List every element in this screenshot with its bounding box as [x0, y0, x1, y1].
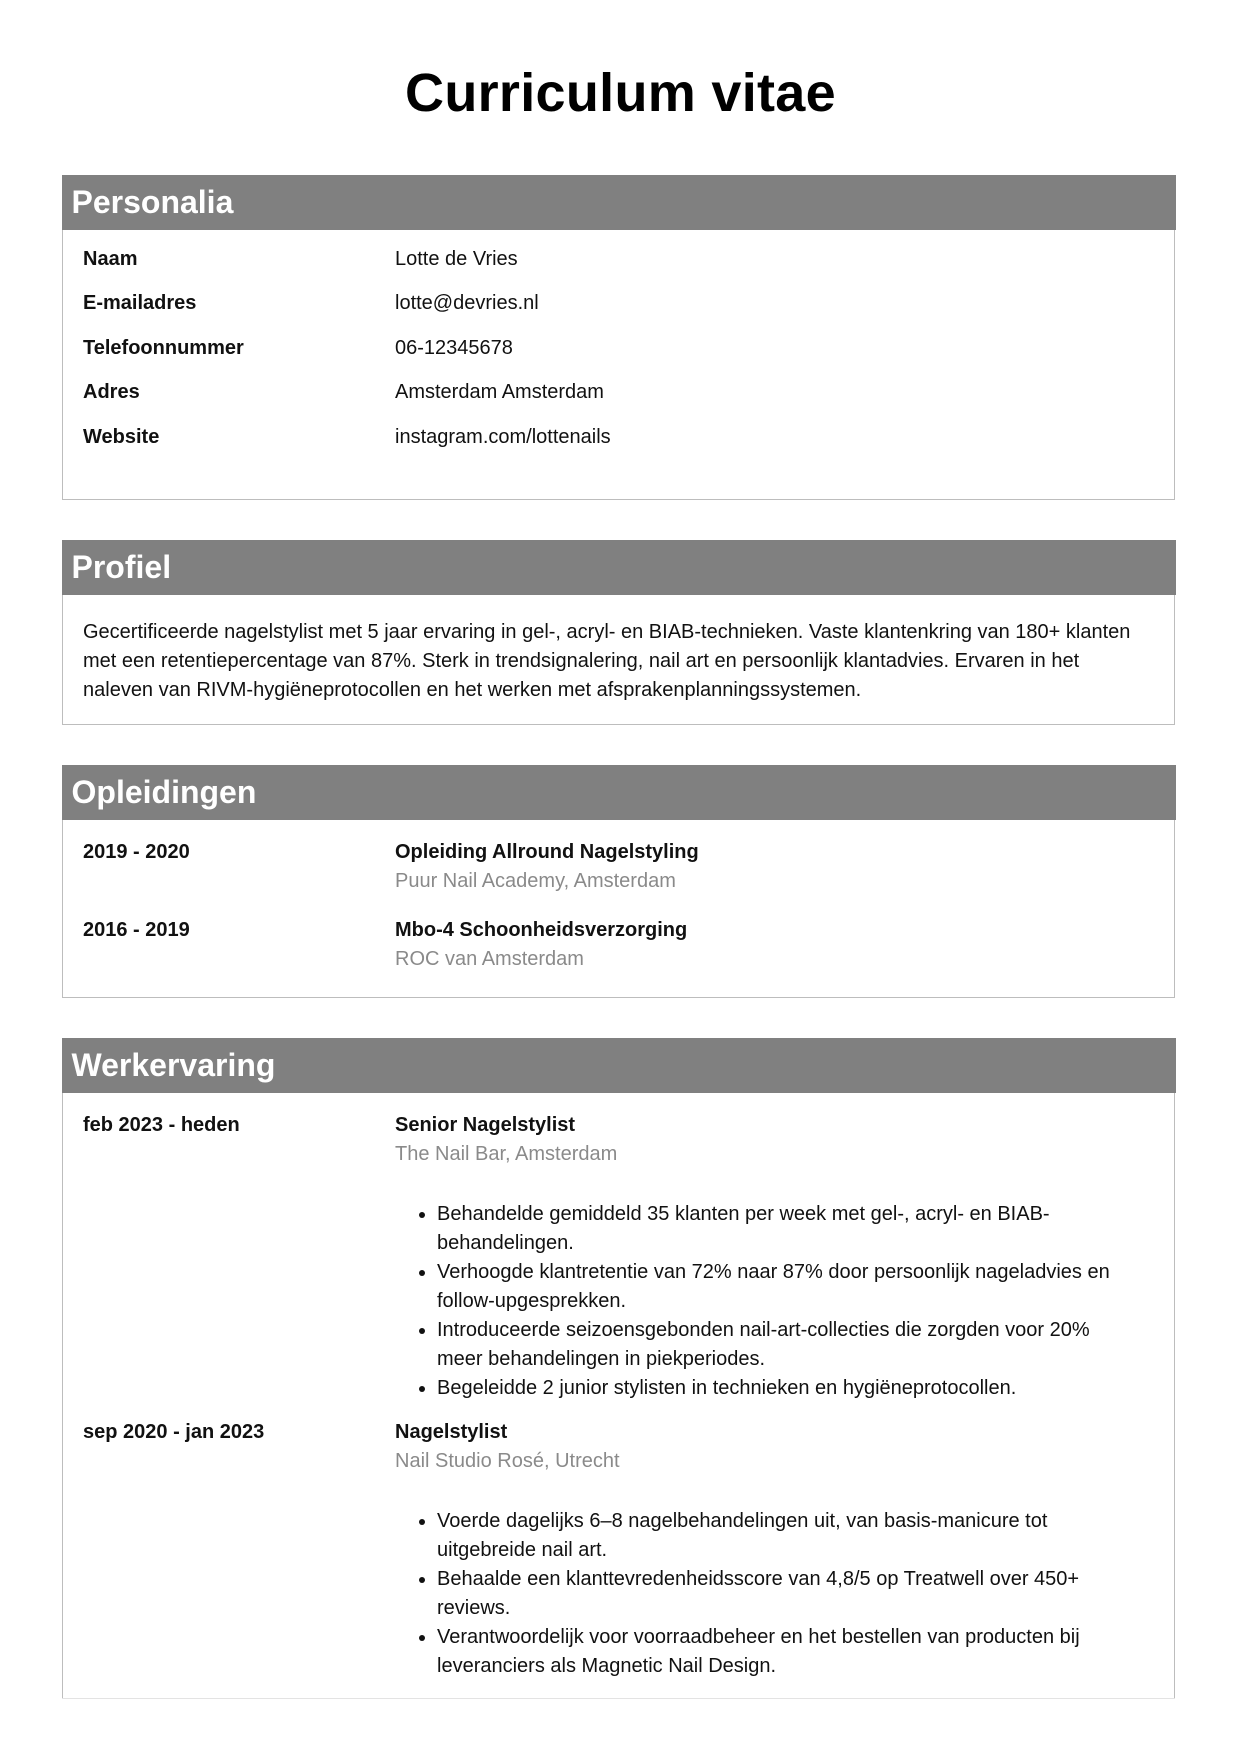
field-label: Adres [83, 381, 140, 403]
field-label: Naam [83, 248, 138, 270]
education-title: Opleiding Allround Nagelstyling [395, 841, 699, 863]
work-bullet: • Behandelde gemiddeld 35 klanten per week met gel-, acryl- en BIAB-behandelingen. [437, 1200, 1117, 1258]
field-value: Amsterdam Amsterdam [395, 381, 604, 403]
section-profiel [62, 540, 1175, 725]
section-werkervaring [62, 1038, 1175, 1698]
education-institution: Puur Nail Academy, Amsterdam [395, 870, 676, 892]
work-bullets [395, 1507, 1117, 1681]
section-header-werkervaring: Werkervaring [62, 1038, 1176, 1093]
education-title: Mbo-4 Schoonheidsverzorging [395, 919, 688, 941]
education-period: 2019 - 2020 [83, 841, 190, 863]
field-label: Website [83, 426, 160, 448]
work-bullet: • Begeleidde 2 junior stylisten in technieken en hygiëneprotocollen. [437, 1374, 1117, 1403]
work-title: Nagelstylist [395, 1421, 508, 1443]
field-label: Telefoonnummer [83, 337, 244, 359]
page-title: Curriculum vitae [405, 63, 836, 123]
field-value: lotte@devries.nl [395, 292, 539, 314]
work-bullet: • Verhoogde klantretentie van 72% naar 87% door persoonlijk nageladvies en follow-upgesprekken. [437, 1258, 1117, 1316]
section-header-opleidingen: Opleidingen [62, 765, 1176, 820]
field-value: Lotte de Vries [395, 248, 518, 270]
work-bullet: • Behaalde een klanttevredenheidsscore van 4,8/5 op Treatwell over 450+ reviews. [437, 1565, 1117, 1623]
work-company: Nail Studio Rosé, Utrecht [395, 1450, 620, 1472]
section-header-personalia: Personalia [62, 175, 1176, 230]
field-value: instagram.com/lottenails [395, 426, 611, 448]
work-period: sep 2020 - jan 2023 [83, 1421, 265, 1443]
page-bottom-divider [62, 1698, 1175, 1699]
work-bullet: • Introduceerde seizoensgebonden nail-art-collecties die zorgden voor 20% meer behandelingen in piekperiodes. [437, 1316, 1117, 1374]
work-company: The Nail Bar, Amsterdam [395, 1143, 618, 1165]
work-title: Senior Nagelstylist [395, 1114, 576, 1136]
field-value: 06-12345678 [395, 337, 513, 359]
work-period: feb 2023 - heden [83, 1114, 240, 1136]
work-bullet: • Verantwoordelijk voor voorraadbeheer en het bestellen van producten bij leveranciers als Magnetic Nail Design. [437, 1623, 1117, 1681]
education-institution: ROC van Amsterdam [395, 948, 584, 970]
section-header-profiel: Profiel [62, 540, 1176, 595]
section-opleidingen [62, 765, 1175, 998]
section-personalia [62, 175, 1175, 500]
work-bullets [395, 1200, 1117, 1403]
education-period: 2016 - 2019 [83, 919, 190, 941]
field-label: E-mailadres [83, 292, 197, 314]
work-bullet: • Voerde dagelijks 6–8 nagelbehandelingen uit, van basis-manicure tot uitgebreide nail art. [437, 1507, 1117, 1565]
profile-text: Gecertificeerde nagelstylist met 5 jaar ervaring in gel-, acryl- en BIAB-technieken. Vaste klantenkring van 180+ klanten met een retentiepercentage van 87%. Sterk in trendsignalering, nail art en persoonlijk klantadvies. Ervaren in het naleven van RIVM-hygiëneprotocollen en het werken met afsprakenplanningssystemen. [83, 621, 1131, 701]
